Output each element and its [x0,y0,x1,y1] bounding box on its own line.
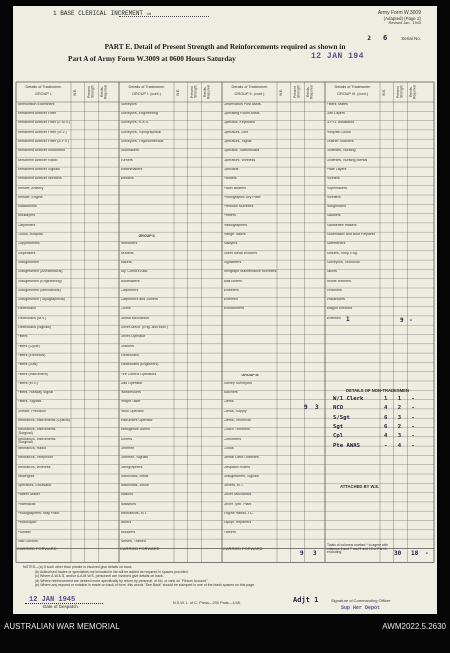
row-label: Pattern Maker [17,493,41,497]
unit-suffix: nit [146,11,151,16]
row-label: Armourers [120,242,138,246]
row-label: Fitters (Electrical) [17,353,46,357]
unit-name: 1 BASE CLERICAL INCREMENT [53,10,144,17]
row-label: Nurses, Trained [120,539,146,543]
non-tradesman-rank: Pte AWAS [333,442,360,449]
row-label: Gas Operator [120,381,143,385]
row-label: Shoemaker and Boot Repairer [326,233,376,236]
unit-underline [119,16,209,17]
row-label: Electricians (Engineers) [120,363,159,367]
header-details-label: Details of Tradesmen [128,85,165,89]
non-tradesman-present: 3 [397,433,402,440]
row-label: Mechanics, Wireless [17,465,51,469]
hw-woodturners-ps: 9 [400,317,404,324]
row-label: Turners [120,158,133,162]
totals-note: Totals of columns marked * to agree with columns 6 and 7 and 9 and 10 of Part A, excluding [327,543,389,555]
row-label: Wagon Erectors [326,307,353,311]
header-details-1 [16,85,71,96]
non-tradesman-reinf: - [411,414,415,421]
non-tradesmen-title: DETAILS OF NON-TRADESMEN [346,388,409,393]
non-tradesman-reinf: - [411,405,415,412]
row-label: Masons [120,493,134,497]
row-label: Machinists, Metal [120,474,149,478]
row-label: Driver Mechanics [223,493,252,497]
archive-footer [0,620,450,653]
row-label: Fire Control Operators [120,372,157,376]
serial-label: Serial No. [401,36,421,41]
row-label: Dental Clerk Orderlies [223,456,259,460]
part-title-line-1: PART E. Detail of Present Strength and Reinforcements required as shown in [104,42,346,51]
non-tradesman-rank: W/1 Clerk [333,396,364,402]
row-label: Carpenters and Joiners [120,298,158,302]
row-label: Tinsmiths [326,288,342,292]
row-label: Coach Trimmers [223,428,250,432]
header-details-label: Details of Tradesmen [334,85,371,89]
header-we: W.E. [73,88,77,96]
row-label: Signwriters [223,260,242,264]
row-label: Equipt. Repairers [223,521,252,525]
row-label: Mechanics, Radio [17,446,47,450]
row-label: Armament Artificer Fitter (A.F.V.) [17,140,69,143]
row-label: Armament Artificer Fitter (E.M.V.) [17,121,71,125]
header-details-label: Details of Tradesmen [231,85,268,89]
row-label: Operators, Signal [223,140,252,143]
row-label: Plate Layers [326,167,347,171]
row-label: Mechanists, M.T. [120,512,148,515]
row-label: GROUP II. [138,234,156,238]
hw-carried-ps: 9 [300,550,304,557]
row-label: Joiners [120,437,133,441]
header-group-label: GROUP III. (cont.) [337,92,368,97]
row-label: Fitters [17,335,28,339]
non-tradesman-rank: Sgt [333,423,344,430]
hw-woodturners-rr: - [409,317,413,324]
header-details-2 [119,85,174,96]
row-label: Artificer, Artillery [17,186,44,190]
row-label: Drainers [120,344,135,348]
row-label: Hospital Cooks [326,130,351,134]
header-reinfs-required: Reinfs. Required [100,85,108,99]
printer-imprint: N.S.W. L. of C. Press—200 Pads—1/45. [173,601,241,605]
note-line: (e) Where any request or notation is made on back of form, this words "See Back" should be stamped in one of the blank spaces on this page. [35,583,255,588]
row-label: Riveters [326,177,340,181]
row-label: Clerks, Supply [223,409,247,413]
row-label: Surveyors [120,102,137,106]
form-number: Army Form W.3009 [377,10,421,16]
row-label: Plumber [17,530,31,534]
row-label: Surveyors, Topographical [120,130,161,134]
row-label: Fitters (Instrument) [17,372,48,376]
row-label: Photocopier [17,521,37,525]
row-label: Mechanics, Instruments (Surgical) [17,437,56,445]
row-label: Operator, Switchboard [223,149,260,153]
signature-handwritten: Adjt 1 [293,596,319,604]
row-label: Armament Artificer Signals [17,167,60,171]
header-present-strength: Present Strength [189,85,198,99]
row-label: Clerks [223,400,234,404]
header-details-label: Details of Tradesmen [25,85,62,89]
row-label: Operators, Excavator [17,484,52,488]
non-tradesman-we: 4 [384,433,388,440]
header-we: W.E. [176,88,180,96]
row-label: Cooks [223,446,234,450]
row-label: Pharmacist [17,502,36,506]
form-revised: Revised Jan., 1943 [388,21,421,25]
row-label: Electricians [17,307,36,311]
row-label: Woodturners [223,307,245,311]
row-label: Mechanics, Instruments (Optical) [17,419,71,422]
row-label: Linemen, Signals [120,456,149,460]
row-label: Bootmakers [120,279,140,283]
row-label: Coppersmiths [17,242,40,246]
non-tradesman-present: 3 [397,414,402,421]
row-label: Toolmakers [120,149,139,153]
row-label: Dental Mechanics [120,316,150,320]
non-tradesman-present: 2 [397,405,402,412]
row-label: Draughtsmen (Topographical) [17,298,65,302]
hw-totals-rr: 18 [411,550,419,557]
row-label: Carpenters [120,288,139,292]
row-label: Mechanics, Telephone [17,456,54,460]
row-label: Linemen [120,446,135,450]
hw-clerks-ps: 9 [304,404,308,411]
row-label: Operators, Line [223,130,249,134]
header-present-strength: Present Strength [86,85,95,99]
header-group-label: GROUP II. (cont.) [234,92,265,97]
row-label: Asmens [120,251,134,255]
despatch-date-stamp: 12 JAN 1945 [29,596,76,604]
row-label: Operators, Wireless [223,158,256,162]
row-label: Wall Borers [223,279,242,283]
row-label: Cooks, Hospital [17,233,43,236]
row-label: Electricians (Signals) [17,326,52,329]
row-label: Drivers, M.T. [223,484,244,488]
row-label: Surveyors, R.A.S. [120,121,150,125]
row-label: Helio Operator [120,409,144,413]
row-label: Fitters, Railway Signal [17,391,54,395]
row-label: Vulcanisers [326,298,345,302]
row-label: Orderlies, Nursing [326,149,356,153]
non-tradesman-present: 1 [397,396,402,402]
row-label: Fitters (M.V.) [17,381,38,385]
row-label: Carpenters [17,223,36,227]
row-label: Operator, Keyboard [223,121,255,125]
note-line: (d) Where reinforcement are desired more specifically by return by personal, of No. or rank on "Return Account". [35,578,209,583]
row-label: Dispensers [17,251,36,255]
row-label: Orderlies, Nursing Mental [326,158,368,162]
non-tradesman-reinf: - [411,396,415,402]
header-reinfs-required: Reinfs. Required [409,85,417,99]
row-label: Lithographers [120,465,143,469]
row-label: Ammunition Examiners [17,102,55,106]
non-tradesman-rank: Cpl [333,433,344,440]
non-tradesman-present: 2 [397,423,402,430]
hw-totals-dash: - [425,550,429,557]
row-label: Range Takers [223,233,246,236]
row-label: Cooks [120,307,131,311]
row-label: Observation Post Assts. [223,102,262,106]
non-tradesman-rank: NCO [333,405,344,412]
signature-label: Signature of Commanding Officer [331,598,391,603]
row-label: Instrument Operator [120,419,153,422]
row-label: Radiographers [223,223,248,227]
header-present-strength: Present Strength [292,85,301,99]
group-iii-label: GROUP III [241,373,259,377]
row-label: Electricians [120,353,139,357]
row-label: Printers [223,214,236,218]
non-tradesman-we: 4 [384,405,388,412]
row-label: Fitters' Mates [326,102,348,106]
form-page [13,6,437,614]
row-label: Sawyers [223,242,238,246]
hw-totals-we: 30 [394,550,402,557]
non-tradesman-rank: S/Sgt [333,414,350,421]
note-line: (c) Where A.W.A.S. and/or A.A.M.W.S. personnel are involved give details on back. [35,574,164,579]
row-label: Intelligence Duties [120,428,150,432]
non-tradesman-we: 6 [384,414,388,421]
row-label: Draughtsmen (Architectural) [17,270,63,274]
carried-forward-2: CARRIED FORWARD [120,546,160,551]
date-stamp: 12 JAN 194 [311,52,365,61]
row-label: Painters [223,177,237,181]
row-label: Sweeteners [326,242,346,246]
row-label: Bricklayers [17,214,36,218]
row-label: Mechanics, Instruments (Surgical) [17,428,56,436]
header-details-4 [325,85,380,96]
row-label: Driver-Operator [120,335,146,339]
non-tradesman-reinf: - [411,433,415,440]
row-label: Blacksmiths [17,205,37,209]
form-adapted: (Adapted) (Page 2) [383,16,421,21]
row-label: Telegraph Maintenance Numbers [223,270,277,274]
row-label: Ropemakers [326,186,347,190]
row-label: Draughtsmen, Signals [223,474,259,478]
row-label: Farriers [223,530,236,534]
hw-carried-rr: 3 [313,550,317,557]
despatch-label: Date of Despatch [43,604,78,609]
hw-woodturners-we: 1 [346,316,350,323]
row-label: Hairdressers [120,391,141,395]
row-label: Roughriders [326,205,347,209]
row-label: Bty. Comd's Asst. [120,270,149,274]
non-tradesman-reinf: - [411,423,415,430]
row-label: Wiremen [326,316,341,320]
non-tradesman-reinf: - [411,442,415,449]
row-label: Grinder, Precision [17,409,47,413]
header-details-3 [222,85,277,96]
hw-clerks-rr: 3 [315,404,319,411]
row-label: Draughtsmen [17,260,40,264]
row-label: Strikers, Smiy. Eng. [326,251,358,255]
row-label: Butchers [223,391,238,395]
carried-forward-3: CARRIED FORWARD [223,546,263,551]
row-label: Clerks, Technical [223,419,251,422]
header-present-strength: Present Strength [395,85,404,99]
note-line: (b) Authorised trades or specialists not included in list will be added as required in spaces provided. [35,569,189,574]
row-label: Draughtsmen (Engineering) [17,279,62,283]
row-label: Armament Artificer Wireless [17,177,62,181]
header-reinfs-required: Reinfs. Required [203,85,211,99]
row-label: Miners [120,521,132,525]
row-label: Engine Hands, I.C. [223,512,254,515]
part-title-line-2: Part A of Army Form W.3009 at 0600 Hours Saturday [68,54,236,63]
row-label: Armament Artificer Fitter [17,112,57,116]
header-group-label: GROUP I. [34,92,53,97]
row-label: Welders [120,177,134,181]
row-label: G.P.O. Assistants [326,121,355,125]
row-label: Millwrights [17,474,35,478]
row-label: Photographers, Map Plant [17,512,60,515]
row-label: Saddletree makers [326,223,357,227]
row-label: Saw Doctors [17,539,38,543]
non-tradesman-present: 4 [397,442,402,449]
row-label: Saddlers [326,214,341,218]
row-label: Height Taker [120,400,141,404]
header-group-label: GROUP I. (cont.) [132,92,161,97]
row-label: Sheet Metal Workers [223,251,257,255]
signature-stamp: Sup Her Depot [341,605,381,611]
row-label: Surveyors, Engineering [120,112,158,116]
row-label: Armament Artificer Fitter (M.V.) [17,130,67,134]
non-tradesman-we: 6 [384,423,388,430]
row-label: Surveyors, Technical [326,260,360,264]
row-label: Driver Tptn. Plant [223,502,252,506]
row-label: Watchmakers [120,167,143,171]
row-label: Tailors [326,270,337,274]
row-label: Leather Stitchers [326,140,354,143]
row-label: Fitters (Gas) [17,363,38,367]
serial-handwritten: 6 [383,34,388,42]
row-label: Masseurs [120,502,137,506]
row-label: Artificer, Engine [17,195,43,199]
row-label: Survey Surveyors [223,381,252,385]
row-label: Surveyors, Trigonometrical [120,140,164,143]
attached-title: ATTACHED BY W.E. [340,484,380,489]
row-label: Operating Room Assts. [223,112,261,116]
row-label: Bakers [120,260,132,264]
non-tradesman-we: - [384,442,388,449]
serial-prefix: 2 [367,35,372,42]
row-label: Textile Refiners [326,279,352,283]
header-reinfs-required: Reinfs. Required [306,85,314,99]
row-label: Fitters, Signals [17,400,42,404]
header-we: W.E. [279,88,283,96]
row-label: Armament Artificer Instrument [17,149,66,153]
row-label: Wheelers [223,288,239,292]
non-tradesman-we: 1 [384,396,388,402]
row-label: Panel Beaters [223,186,247,190]
row-label: Predictor Numbers [223,205,254,209]
row-label: Armament Artificer Radio [17,158,58,162]
row-label: Despatch Riders [223,465,251,469]
row-label: Opticians [223,167,239,171]
carried-forward-1: CARRIED FORWARD [17,546,57,551]
row-label: Electricians (M.V.) [17,316,47,320]
row-label: Fitters (Cycle) [17,344,40,348]
header-we: W.E. [382,88,386,96]
row-label: Machinists, Wood [120,484,149,488]
archive-name: AUSTRALIAN WAR MEMORIAL [4,622,120,631]
archive-accession: AWM2022.5.2630 [382,622,446,631]
note-line: NOTES—(a) If such other than private is involved give details on back. [23,565,133,569]
row-label: Draughtsmen (Mechanical) [17,288,61,292]
row-label: Concreters [223,437,242,441]
row-label: Driver-Mech. (Eng. and Mod.) [120,326,168,329]
row-label: Moulders [120,530,136,534]
row-label: Rivetters [326,195,341,199]
row-label: Wiremen [223,298,238,302]
row-label: Photographic Dry Plate [223,195,261,199]
row-label: Gas Layers [326,112,345,116]
